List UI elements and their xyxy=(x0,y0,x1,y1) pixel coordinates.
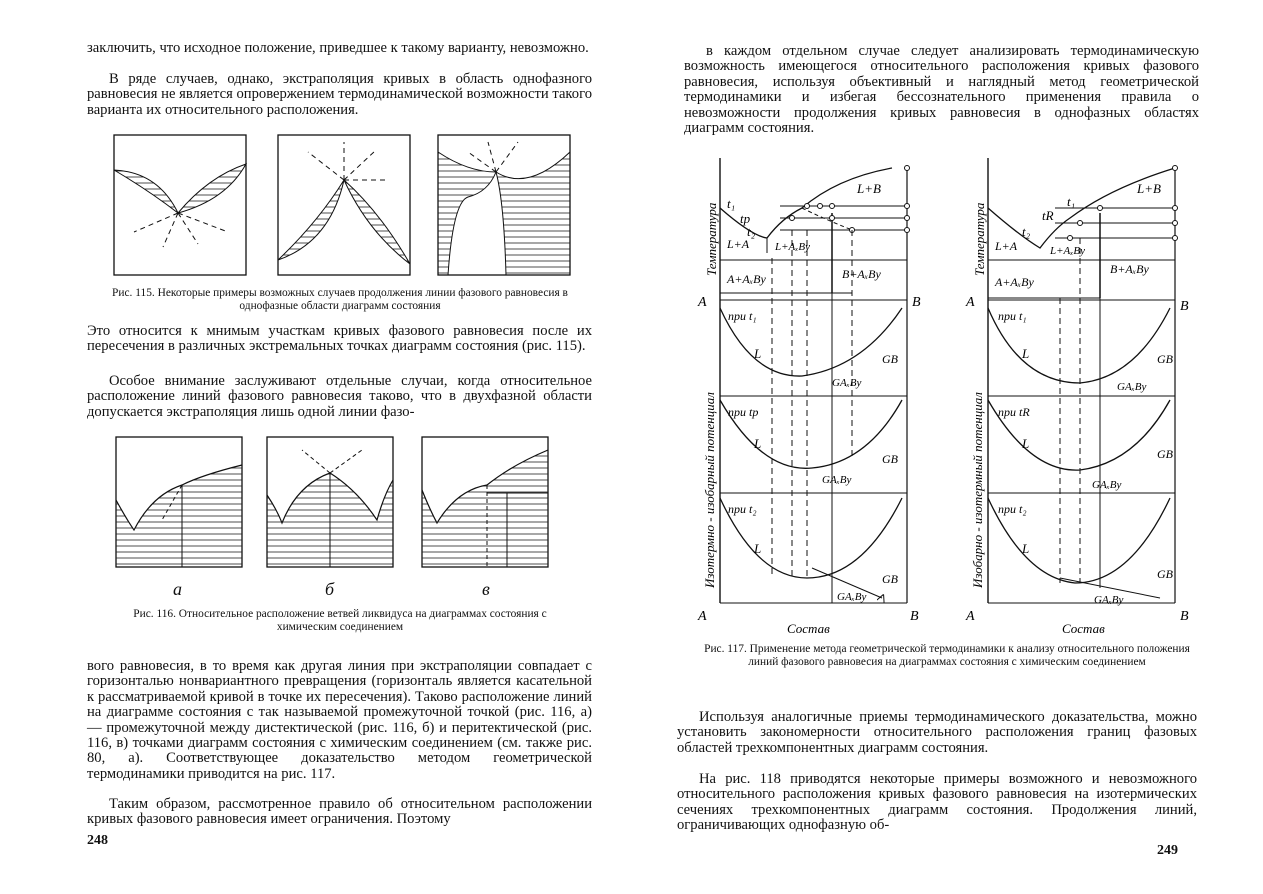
fig117-caption: Рис. 117. Применение метода геометрической термодинамики к анализу относительного положения линий фазового равновесия на диаграммах состояния с химическим соединением xyxy=(704,643,1190,668)
fig117-left-B-bottom: B xyxy=(910,609,919,624)
fig117-right-A-bottom: A xyxy=(966,609,975,624)
fig117-left-A-bottom: A xyxy=(698,609,707,624)
fig115-panel-2 xyxy=(278,135,410,275)
fig117-left-L-1: L xyxy=(754,346,762,361)
fig117-left-pri-tp: при tp xyxy=(728,405,759,419)
right-paragraph-2: Используя аналогичные приемы термодинамического доказательства, можно установить закономерности относительного расположения границ фазовых областей трехкомпонентных диаграмм состояния. xyxy=(677,709,1197,756)
fig117-left-t2: t₂ xyxy=(747,224,756,239)
left-paragraph-4: Особое внимание заслуживают отдельные случаи, когда относительное расположение линий фазового равновесия таково, что в двухфазной области допускается экстраполяция лишь одной линии фазо- xyxy=(87,373,592,420)
figure-117 xyxy=(692,158,1212,640)
fig117-right-ylabel-top: Температура xyxy=(972,202,987,276)
fig117-left-tp: tp xyxy=(740,211,751,226)
fig117-left-AAxBy: A+AₓBy xyxy=(727,272,766,286)
right-paragraph-3: На рис. 118 приводятся некоторые примеры возможного и невозможного относительного расположения кривых фазового равновесия на изотермических сечениях трехкомпонентных диаграмм состояния. Продолжения линий, ограничивающих однофазную об- xyxy=(677,771,1197,834)
left-page-number: 248 xyxy=(87,833,108,848)
fig117-left-pri-t1: при t₁ xyxy=(728,309,757,323)
left-paragraph-6: Таким образом, рассмотренное правило об относительном расположении кривых фазового равновесия имеет ограничения. Поэтому xyxy=(87,796,592,828)
fig116-panel-v xyxy=(422,437,548,567)
fig117-left-GB-2: GB xyxy=(882,452,898,466)
fig117-right-tR: tR xyxy=(1042,208,1054,223)
fig117-left-LA: L+A xyxy=(727,237,750,251)
fig117-right-pri-t1: при t₁ xyxy=(998,309,1027,323)
right-page xyxy=(632,0,1263,894)
fig117-left-pri-t2: при t₂ xyxy=(728,502,757,516)
fig117-left-A-top: A xyxy=(698,295,707,310)
fig115-caption: Рис. 115. Некоторые примеры возможных случаев продолжения линии фазового равновесия в однофазные области диаграмм состояния xyxy=(112,287,568,312)
left-paragraph-2: В ряде случаев, однако, экстраполяция кривых в область однофазного равновесия не является опровержением термодинамической возможности такого варианта их относительного расположения. xyxy=(87,71,592,118)
fig117-right-L-2: L xyxy=(1022,436,1030,451)
fig117-right-pri-t2: при t₂ xyxy=(998,502,1027,516)
fig117-left-ylabel-top: Температура xyxy=(704,202,719,276)
fig117-left-GAxBy-3: GAₓBy xyxy=(837,591,867,603)
fig117-left-GB-1: GB xyxy=(882,352,898,366)
fig117-right-t2: t₂ xyxy=(1022,224,1031,239)
left-paragraph-1: заключить, что исходное положение, приведшее к такому варианту, невозможно. xyxy=(87,40,589,56)
fig117-right-GB-3: GB xyxy=(1157,567,1173,581)
fig117-right-GAxBy-3: GAₓBy xyxy=(1094,594,1124,606)
fig117-right-GAxBy-2: GAₓBy xyxy=(1092,479,1122,491)
fig117-left-GB-3: GB xyxy=(882,572,898,586)
fig117-right-t1: t₁ xyxy=(1067,194,1076,209)
right-page-number: 249 xyxy=(1157,843,1178,858)
fig117-right-B-bottom: B xyxy=(1180,609,1189,624)
fig117-right-GB-1: GB xyxy=(1157,352,1173,366)
fig117-left-B-top: B xyxy=(912,295,921,310)
fig117-left-GAxBy-2: GAₓBy xyxy=(822,474,852,486)
fig117-left-BAxBy: B+AₓBy xyxy=(842,267,881,281)
fig117-right-L-3: L xyxy=(1022,541,1030,556)
fig117-right-diagram xyxy=(988,158,1178,603)
right-paragraph-1: в каждом отдельном случае следует анализировать термодинамическую возможность имеющегося относительного расположения кривых фазового равновесия, используя объективный и наглядный метод геометрической термодинамики и избегая бессознательного применения правила о невозможности продолжения кривых равновесия в однофазных областях диаграмм состояния. xyxy=(684,43,1199,137)
left-page xyxy=(0,0,630,894)
fig117-right-BAxBy: B+AₓBy xyxy=(1110,262,1149,276)
fig117-right-B-top: B xyxy=(1180,299,1189,314)
fig117-left-LB: L+B xyxy=(857,181,881,196)
fig117-right-AAxBy: A+AₓBy xyxy=(995,275,1034,289)
fig117-left-xlabel: Состав xyxy=(787,621,830,636)
fig117-left-L-2: L xyxy=(754,436,762,451)
fig117-right-GB-2: GB xyxy=(1157,447,1173,461)
fig117-left-ylabel-bottom: Изотермно - изобарный потенциал xyxy=(702,392,717,588)
fig117-left-GAxBy-1: GAₓBy xyxy=(832,377,862,389)
fig117-right-LA: L+A xyxy=(995,239,1018,253)
figure-116 xyxy=(112,435,582,570)
fig117-right-L-1: L xyxy=(1022,346,1030,361)
fig117-right-xlabel: Состав xyxy=(1062,621,1105,636)
fig116-panel-a xyxy=(116,437,242,567)
fig117-right-GAxBy-1: GAₓBy xyxy=(1117,381,1147,393)
left-paragraph-3: Это относится к мнимым участкам кривых фазового равновесия после их пересечения в различных экстремальных точках диаграмм состояния (рис. 115). xyxy=(87,323,592,355)
fig117-right-A-top: A xyxy=(966,295,975,310)
left-paragraph-5: вого равновесия, в то время как другая линия при экстраполяции совпадает с горизонталью нонвариантного превращения (горизонталь является касательной к рассматриваемой кривой в точке их пересечения). Таково расположение линий на диаграмме состояния с так называемой промежуточной точкой (рис. 116, а) — промежуточной между дистектической (рис. 116, б) и перитектической (рис. 116, в) точками диаграмм состояния с химическим соединением (см. также рис. 80, а). Соответствующее доказательство методом геометрической термодинамики приводится на рис. 117. xyxy=(87,658,592,782)
fig115-panel-1 xyxy=(114,135,246,275)
fig115-panel-3 xyxy=(438,135,570,275)
fig117-left-t1: t₁ xyxy=(727,196,736,211)
fig116-label-v: в xyxy=(482,579,490,599)
fig117-right-LAxBy: L+AₓBy xyxy=(1050,245,1085,257)
fig117-right-ylabel-bottom: Изобарно - изотермный потенциал xyxy=(970,392,985,588)
fig117-right-LB: L+B xyxy=(1137,181,1161,196)
fig116-label-a: а xyxy=(173,579,182,599)
figure-115 xyxy=(108,132,578,280)
fig116-panel-b xyxy=(267,437,393,567)
fig117-left-L-3: L xyxy=(754,541,762,556)
fig116-caption: Рис. 116. Относительное расположение ветвей ликвидуса на диаграммах состояния с химическим соединением xyxy=(133,608,547,633)
fig117-right-pri-tR: при tR xyxy=(998,405,1030,419)
fig116-label-b: б xyxy=(325,579,335,599)
fig117-left-LAxBy: L+AₓBy xyxy=(775,241,810,253)
